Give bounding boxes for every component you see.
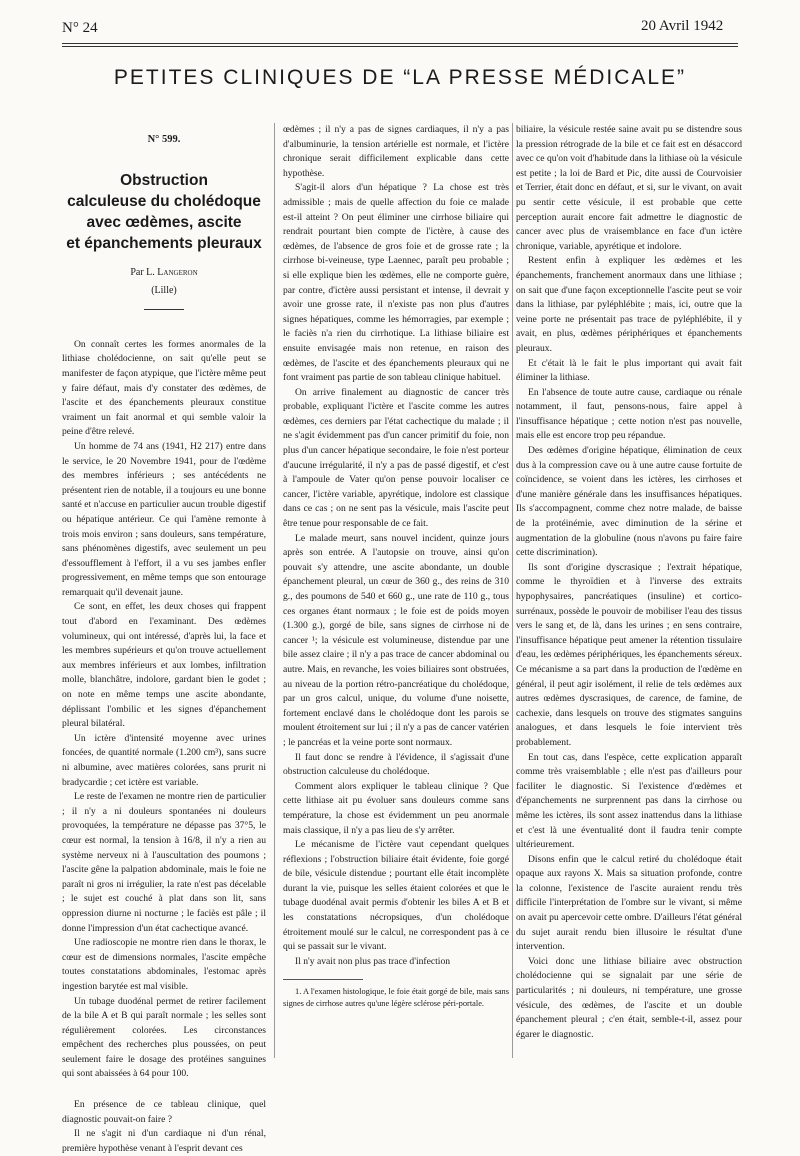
author-affiliation: (Lille) [151,285,177,297]
paragraph: Il ne s'agit ni d'un cardiaque ni d'un rénal, première hypothèse venant à l'esprit devant ces [62,1128,266,1154]
paragraph: Le malade meurt, sans nouvel incident, quinze jours après son entrée. A l'autopsie on trouve, ainsi qu'on pouvait s'y attendre, une ascite abondante, un double épanchement pleural, un cœur de 360 g., des reins de 310 g., des poumons de 540 et 660 g., une rate de 110 g., tous ces organes étant normaux ; le foie est de poids moyen (1.300 g.), gorgé de bile, sans signes de cirrhose ni de cancer ¹; la vésicule est volumineuse, distendue par une bile assez claire ; il n'y a pas trace de cancer abdominal ou autre. Mais, en revanche, les voies biliaires sont obstruées, au niveau de la portion rétro-pancréatique du cholédoque, par un gros calcul, unique, du volume d'une noisette, fortement enclavé dans le cholédoque dont les parois se moulent étroitement sur lui ; il n'y a pas de cancer vatérien ; le pancréas et la veine porte sont normaux. [283,532,509,748]
paragraph: On arrive finalement au diagnostic de cancer très probable, expliquant l'ictère et l'ascite comme les autres œdèmes, ces derniers par l'état cachectique du malade ; il ne s'agit évidemment pas d'un cancer primitif du foie, non plus d'un cancer hépatique secondaire, le foie n'est porteur d'aucune irrégularité, il n'y a pas de passé digestif, et c'est à l'ampoule de Vater qu'on pense pouvoir localiser ce cancer, l'ictère variable, apyrétique, indolore est classique dans ce cas ; on ne sent pas la vésicule, mais l'ascite peut être tenue pour responsable de ce fait. [283,386,509,530]
header-rule-top [62,43,738,44]
column-2 [283,123,509,1009]
paragraph: Restent enfin à expliquer les œdèmes et les épanchements, franchement anormaux dans une lithiase ; on sait que d'une façon exceptionnelle l'ascite peut se voir dans la lithiase, par pyléphlébite ; mais, ici, outre que la veine porte ne présentait pas trace de pyléphlébite, il y avait, en plus, œdèmes périphériques et épanchements pleuraux. [516,255,742,354]
paragraph: Un tubage duodénal permet de retirer facilement de la bile A et B qui paraît normale ; les selles sont régulièrement colorées. Les circonstances empêchent des recherches plus poussées, on peut seulement faire le dosage des protéines sanguines qui sont abaissées à 64 pour 100. [62,995,266,1080]
paragraph: Un ictère d'intensité moyenne avec urines foncées, de quantité normale (1.200 cm³), sans sucre ni albumine, avec matières colorées, sans prurit ni bradycardie ; cet ictère est variable. [62,732,266,788]
title-line: calculeuse du cholédoque [67,192,261,210]
title-separator [144,309,184,310]
paragraph: En présence de ce tableau clinique, quel diagnostic pouvait-on faire ? [62,1099,266,1125]
column-3 [516,123,742,1042]
title-line: Obstruction [120,171,208,189]
paragraph: biliaire, la vésicule restée saine avait pu se distendre sous la pression rétrograde de la bile et ce fait est en désaccord avec ce qu'on voit d'habitude dans la lithiase où la vésicule est petite ; la loi de Bard et Pic, dite aussi de Courvoisier et Terrier, était donc en défaut, et si, sur le vivant, on avait pu sentir cette vésicule, il est probable que cette perception aurait encore fait admettre le diagnostic de cancer avec plus de vraisemblance en face d'un ictère chronique, variable, apyrétique et indolore. [516,124,742,252]
paragraph: Il faut donc se rendre à l'évidence, il s'agissait d'une obstruction calculeuse du cholédoque. [283,751,509,778]
journal-title: PETITES CLINIQUES DE “LA PRESSE MÉDICALE” [113,66,687,89]
paragraph: Un homme de 74 ans (1941, H2 217) entre dans le service, le 20 Novembre 1941, pour de l'œdème des membres inférieurs ; ses antécédents ne présentent rien de notable, il a toujours eu une bonne santé et n'accuse en particulier aucun trouble digestif ou hépatique antérieur. Ce qui l'amène remonte à trois mois environ ; sans douleurs, sans température, sans phénomènes digestifs, avec seulement un peu d'essoufflement à l'effort, il a vu ses jambes enfler progressivement, en même temps que son entourage remarquait qu'il devenait jaune. [62,440,266,598]
issue-number: N° 24 [62,20,98,36]
paragraph: S'agit-il alors d'un hépatique ? La chose est très admissible ; mais de quelle affection du foie ce malade est-il atteint ? On peut éliminer une cirrhose biliaire qui rendrait pourtant bien compte de l'ictère, à cause des œdèmes, de l'absence de gros foie et de grosse rate ; la cirrhose bi-veineuse, type Laennec, paraît peu probable ; si elle explique bien les œdèmes, elle ne comporte guère, par contre, d'ictère aussi persistant et intense, il devrait y avoir une grosse rate, il n'existe pas non plus d'autres signes hépatiques, comme les hémorragies, par exemple ; le faciès n'a rien du cirrhotique. La lithiase biliaire est ensuite envisagée mais non retenue, en raison des œdèmes, de l'ascite et des épanchements pleuraux qui ne font vraiment pas partie de son tableau clinique habituel. [283,182,509,384]
paragraph: Comment alors expliquer le tableau clinique ? Que cette lithiase ait pu évoluer sans douleurs comme sans température, la chose est évidemment un peu anormale mais classique, il n'y a pas lieu de s'y arrêter. [283,780,509,836]
issue-date: 20 Avril 1942 [641,18,724,34]
title-line: avec œdèmes, ascite [86,213,242,231]
byline-prefix: Par L. [130,266,158,278]
paragraph: En tout cas, dans l'espèce, cette explication apparaît comme très vraisemblable ; elle n'est pas d'ailleurs pour faciliter le diagnostic. Si l'existence d'œdèmes et d'épanchements ne surprennent pas dans la cirrhose ou même les ictères, ils sont assez inattendus dans la lithiase et c'est là une éventualité dont il faudra tenir compte ultérieurement. [516,751,742,851]
paragraph: Une radioscopie ne montre rien dans le thorax, le cœur est de dimensions normales, l'ascite empêche toutes constatations abdominales, l'estomac après ingestion barytée est mal visible. [62,937,266,992]
paragraph: Le reste de l'examen ne montre rien de particulier ; il n'y a ni douleurs spontanées ni douleurs provoquées, la température ne dépasse pas 37°5, le cœur est normal, la tension à 16/8, il n'y a rien au système nerveux ni à l'auscultation des poumons ; l'ascite gêne la palpation abdominale, mais le foie ne paraît ni gros ni irrégulier, la rate n'est pas décelable ; le sujet est couché à plat dans son lit, sans oppression diurne ni nocturne ; le faciès est pâle ; il donne l'impression d'un état cachectique avancé. [62,791,266,934]
paragraph: Disons enfin que le calcul retiré du cholédoque était opaque aux rayons X. Mais sa situation profonde, contre la colonne, l'existence de l'ascite auraient rendu très difficile l'interprétation de l'ombre sur le vivant, si même on avait pu apercevoir cette ombre. D'ailleurs l'état général du sujet aurait rendu bien illusoire le résultat d'une intervention. [516,853,742,953]
paragraph: Voici donc une lithiase biliaire avec obstruction cholédocienne qui se signalait par une série de particularités ; ni douleurs, ni température, une grosse vésicule, des œdèmes, de l'ascite et un double épanchement pleural ; c'en était, semble-t-il, assez pour égarer le diagnostic. [516,955,742,1040]
paragraph: Ils sont d'origine dyscrasique ; l'extrait hépatique, comme le thyroïdien et à l'inverse des extraits hypophysaires, pancréatiques (insuline) et cortico-surrénaux, possède le pouvoir de mobiliser l'eau des tissus vers le sang et, de là, dans les urines ; en sens contraire, l'insuffisance hépatique peut amener la rétention tissulaire d'eau, les œdèmes périphériques, les épanchements séreux. Ce mécanisme a sa part dans la production de l'œdème en général, il peut agir isolément, il relie de tels œdèmes aux autres œdèmes dyscrasiques, de carence, de famine, de cachexie, dans lesquels on trouve des stigmates sanguins analogues, et dans lesquels le foie intervient très probablement. [516,561,742,748]
byline [62,266,266,281]
paragraph: Il n'y avait non plus pas trace d'infection [295,955,451,967]
paragraph: Des œdèmes d'origine hépatique, élimination de ceux dus à la compression cave ou à une autre cause fortuite de coïncidence, se voient dans les ictères, les cirrhoses et d'une manière générale dans les insuffisances hépatiques. Ils s'accompagnent, comme chez notre malade, de baisse de la protéinémie, avec diminution de la sérine et augmentation de la globuline (nous n'avons pu faire faire cette discrimination). [516,445,742,559]
paragraph: Ce sont, en effet, les deux choses qui frappent tout d'abord en l'examinant. Des œdèmes volumineux, qui ont intéressé, d'après lui, la face et les membres supérieurs et qu'on trouve actuellement aux membres inférieurs et aux lombes, infiltration molle, blanchâtre, indolore, gardant bien le godet ; on note en même temps une ascite abondante, déplissant l'ombilic et les signes d'épanchement pleural bilatéral. [62,601,266,730]
footnote-rule [283,979,363,980]
article-number: N° 599. [147,134,181,145]
column-divider-1 [274,123,275,1058]
footnote: 1. A l'examen histologique, le foie était gorgé de bile, mais sans signes de cirrhose autres qu'une légère sclérose péri-portale. [283,987,509,1008]
article-title [62,170,266,254]
paragraph: Et c'était là le fait le plus important qui avait fait éliminer la lithiase. [516,357,742,384]
column-1 [62,123,266,1156]
header-rule-bottom [62,46,738,47]
author-name: Langeron [157,266,198,278]
paragraph: Le mécanisme de l'ictère vaut cependant quelques réflexions ; l'obstruction biliaire était évidente, foie gorgé de bile, vésicule distendue ; pourtant elle était incomplète durant la vie, puisque les selles étaient colorées et que le tubage duodénal avait permis d'obtenir les biles A et B et les constatations nécropsiques, d'un cholédoque étroitement moulé sur le calcul, ne correspondent pas à ce qui se passait sur le vivant. [283,839,509,953]
column-divider-2 [512,123,513,1058]
paragraph: En l'absence de toute autre cause, cardiaque ou rénale notamment, il faut, pensons-nous, faire appel à l'insuffisance hépatique ; cette notion n'est pas nouvelle, mais elle est encore trop peu répandue. [516,386,742,442]
paragraph: œdèmes ; il n'y a pas de signes cardiaques, il n'y a pas d'albuminurie, la tension artérielle est normale, et l'ictère chronique serait difficilement explicable dans cette hypothèse. [283,124,509,179]
paragraph: On connaît certes les formes anormales de la lithiase cholédocienne, on sait qu'elle peut se manifester de façon atypique, que l'ictère même peut y faire défaut, mais d'y constater des œdèmes, de l'ascite et des épanchements pleuraux constitue vraiment un fait anormal et qui semble valoir la peine d'être relevé. [62,338,266,438]
title-line: et épanchements pleuraux [66,234,262,252]
